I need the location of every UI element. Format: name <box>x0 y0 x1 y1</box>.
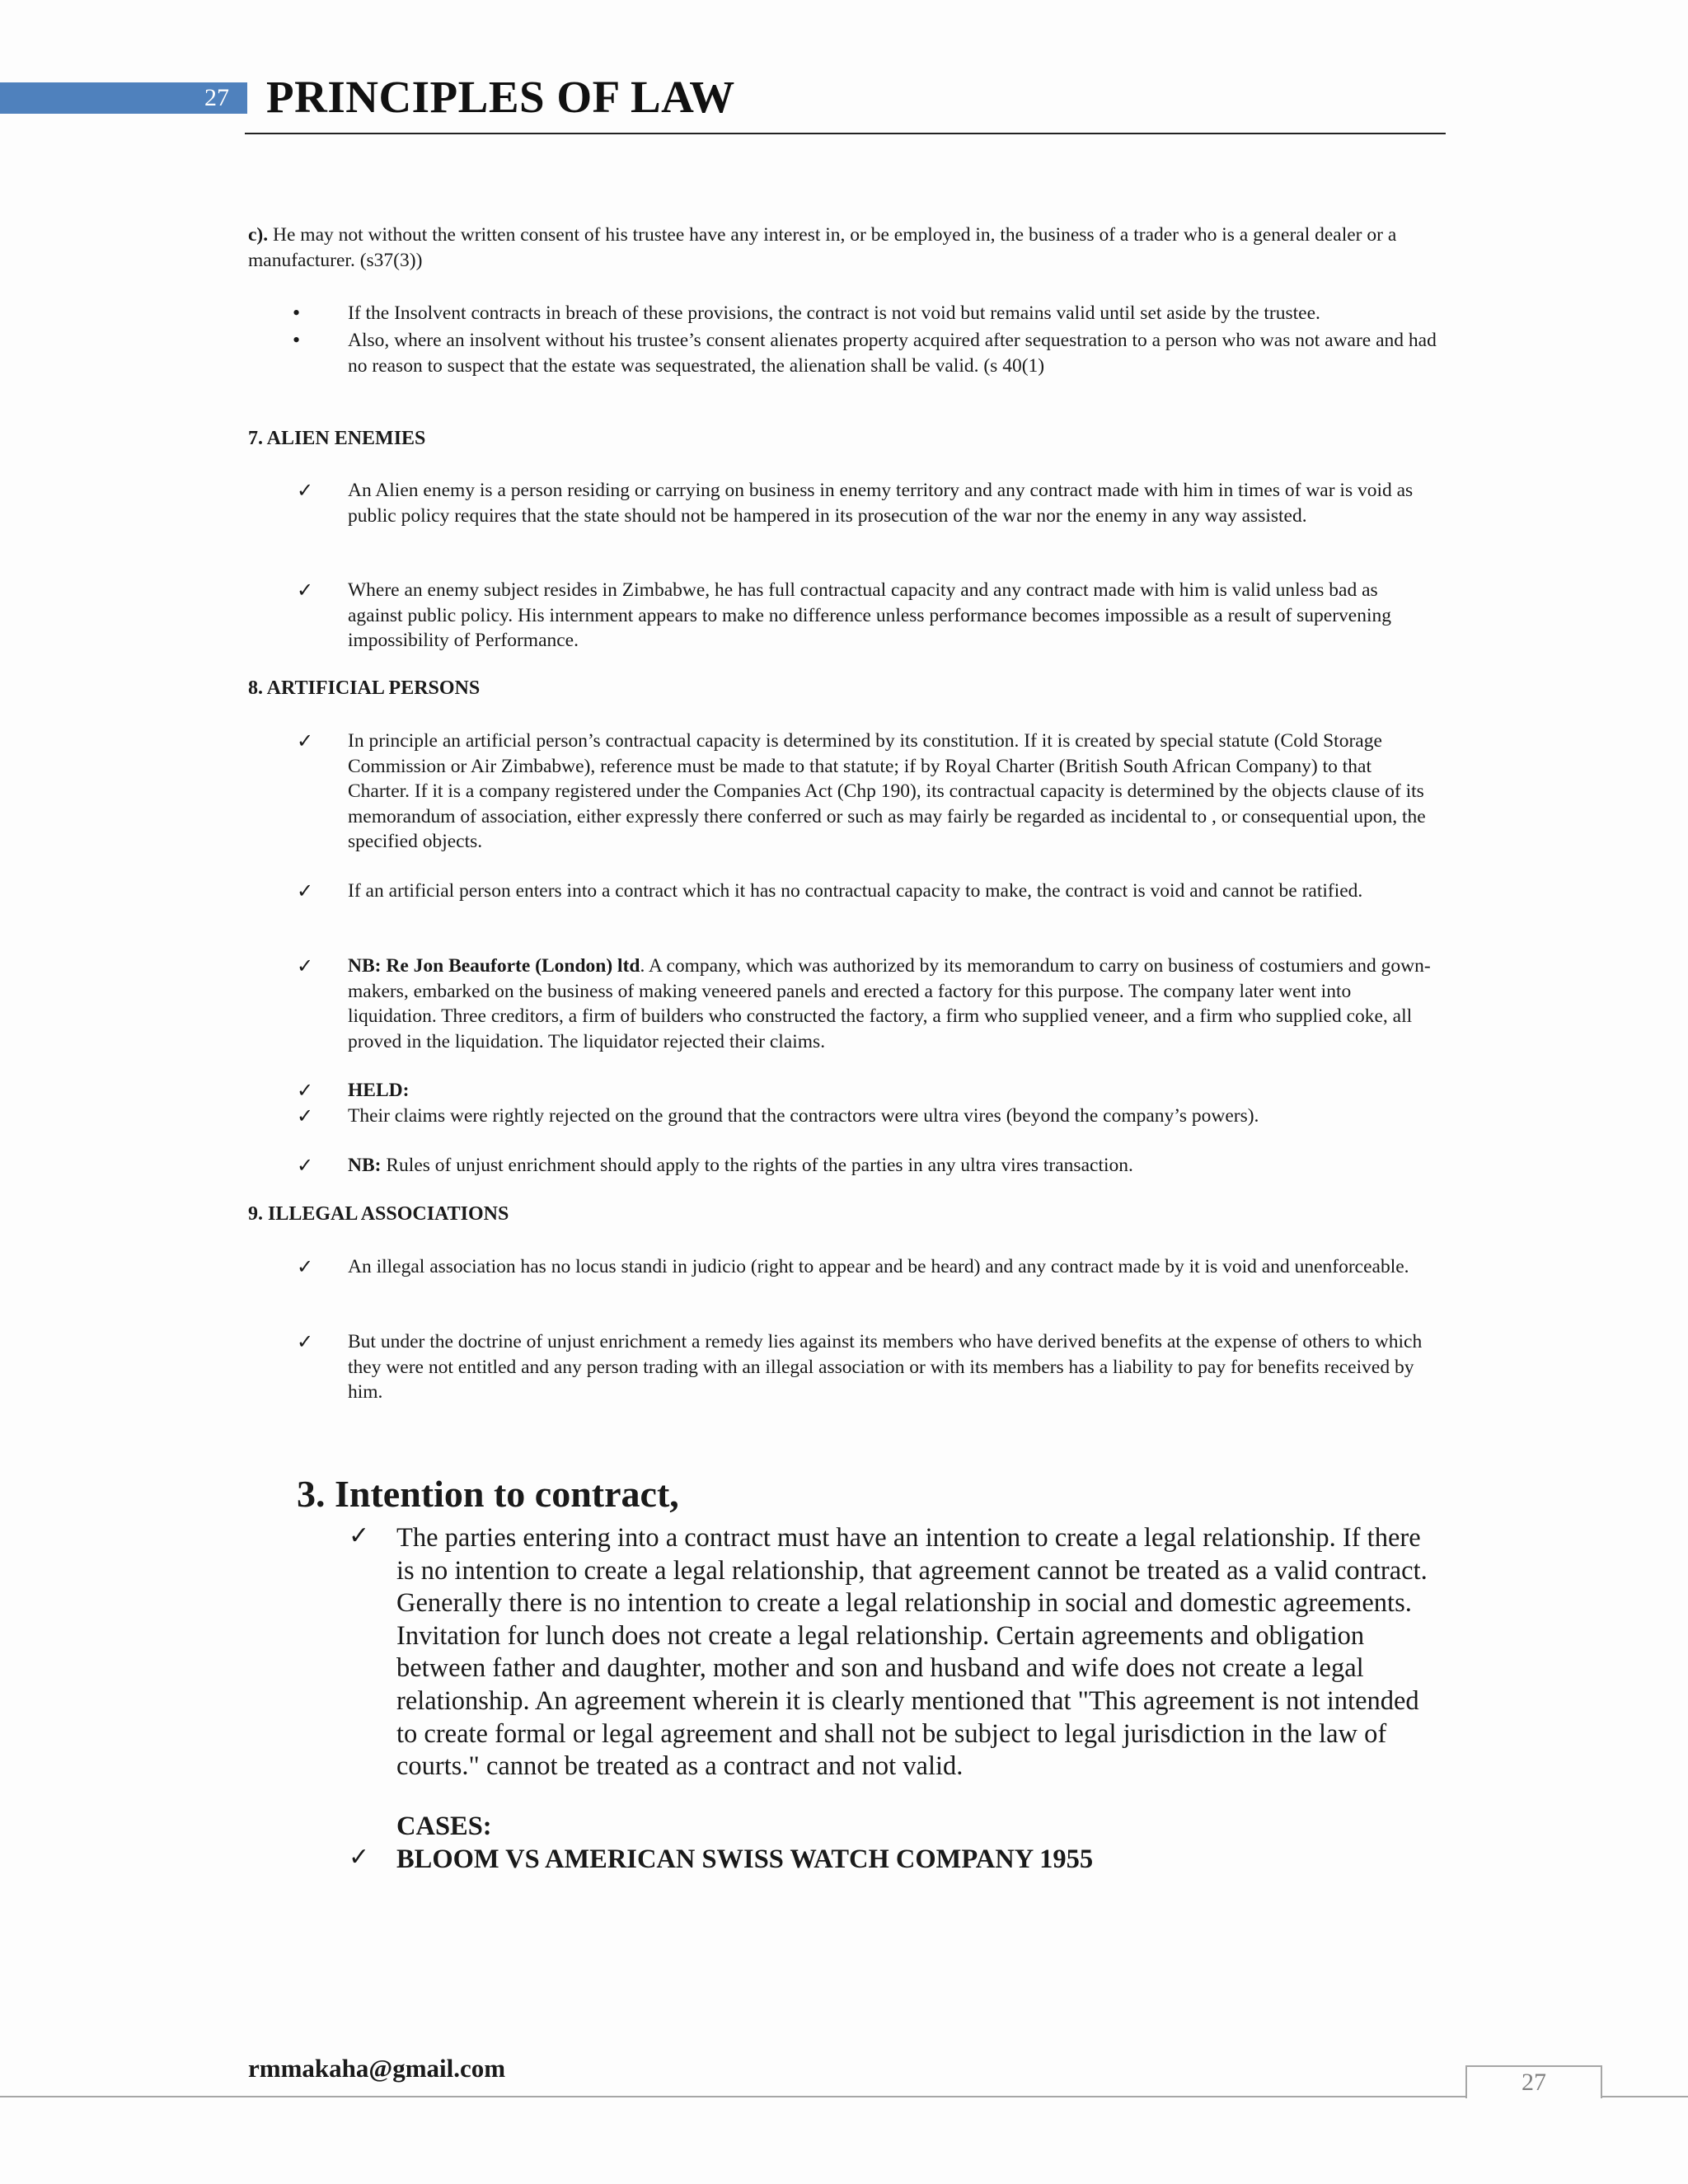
list-item-text: In principle an artificial person’s contractual capacity is determined by its constitution. If it is created by special statute (Cold Storage Commission or Air Zimbabwe), reference must be made to that statute; if by Royal Charter (British South African Company) to that Charter. If it is a company registered under the Companies Act (Chp 190), its contractual capacity is determined by the objects clause of its memorandum of association, either expressly there conferred or such as may fairly be regarded as incidental to , or consequential upon, the specified objects. <box>348 730 1426 852</box>
checkmark-icon: ✓ <box>297 579 314 602</box>
checkmark-icon: ✓ <box>297 479 314 502</box>
footer-divider <box>0 2096 1688 2097</box>
bullet-dot-icon: • <box>293 328 301 352</box>
checkmark-icon: ✓ <box>297 1104 314 1127</box>
held-text: Their claims were rightly rejected on the ground that the contractors were ultra vires (beyond the company’s powers). <box>348 1105 1259 1127</box>
list-item-text: An illegal association has no locus standi in judicio (right to appear and be heard) and any contract made by it is void and unenforceable. <box>348 1256 1409 1277</box>
list-item-text: Also, where an insolvent without his trustee’s consent alienates property acquired after sequestration to a person who was not aware and had no reason to suspect that the estate was sequestrated, the alienation shall be valid. (s 40(1) <box>348 330 1437 377</box>
checkmark-icon: ✓ <box>297 1154 314 1177</box>
checkmark-icon: ✓ <box>297 954 314 977</box>
document-title: PRINCIPLES OF LAW <box>266 72 735 122</box>
bullet-dot-icon: • <box>293 301 301 325</box>
header-page-number: 27 <box>204 84 229 111</box>
case-name: NB: Re Jon Beauforte (London) ltd <box>348 955 640 977</box>
list-item-text: If an artificial person enters into a contract which it has no contractual capacity to make, the contract is void and cannot be ratified. <box>348 880 1363 902</box>
footer-email: rmmakaha@gmail.com <box>248 2054 506 2083</box>
nb-label: NB: <box>348 1155 382 1176</box>
list-item-text: Where an enemy subject resides in Zimbabwe, he has full contractual capacity and any contract made with him is valid unless bad as against public policy. His internment appears to make no difference unless performance becomes impossible as a result of supervening impossibility of Performance. <box>348 579 1392 651</box>
checkmark-icon: ✓ <box>297 1330 314 1353</box>
page-number-bar <box>0 82 247 114</box>
checkmark-icon: ✓ <box>297 1255 314 1278</box>
intention-heading: 3. Intention to contract, <box>297 1473 679 1515</box>
list-item-text: But under the doctrine of unjust enrichment a remedy lies against its members who have derived benefits at the expense of others to which they were not entitled and any person trading with an illegal association or with its members has a liability to pay for benefits received by him. <box>348 1331 1423 1403</box>
intro-paragraph <box>248 223 1435 273</box>
held-label: HELD: <box>348 1080 410 1101</box>
intro-text: He may not without the written consent of his trustee have any interest in, or be employed in, the business of a trader who is a general dealer or a manufacturer. (s37(3)) <box>248 224 1397 271</box>
footer-page-number: 27 <box>1522 2069 1546 2096</box>
checkmark-icon: ✓ <box>349 1843 370 1872</box>
section-7-heading: 7. ALIEN ENEMIES <box>248 428 426 449</box>
case-title: BLOOM VS AMERICAN SWISS WATCH COMPANY 1955 <box>396 1844 1094 1874</box>
list-item-text <box>348 1153 1437 1179</box>
intention-paragraph: The parties entering into a contract must have an intention to create a legal relationship. If there is no intention to create a legal relationship, that agreement cannot be treated as a valid contract. Generally there is no intention to create a legal relationship in social and domestic agreements. Invitation for lunch does not create a legal relationship. Certain agreements and obligation between father and daughter, mother and son and husband and wife does not create a legal relationship. An agreement wherein it is clearly mentioned that "This agreement is not intended to create formal or legal agreement and shall not be subject to legal jurisdiction in the law of courts." cannot be treated as a contract and not valid. <box>396 1523 1428 1782</box>
section-8-heading: 8. ARTIFICIAL PERSONS <box>248 677 481 699</box>
list-item-text: If the Insolvent contracts in breach of these provisions, the contract is not void but remains valid until set aside by the trustee. <box>348 302 1320 324</box>
checkmark-icon: ✓ <box>297 729 314 752</box>
list-item-text: An Alien enemy is a person residing or carrying on business in enemy territory and any contract made with him in times of war is void as public policy requires that the state should not be hampered in its prosecution of the war nor the enemy in any way assisted. <box>348 480 1414 527</box>
intro-label: c). <box>248 224 269 246</box>
checkmark-icon: ✓ <box>349 1521 370 1550</box>
cases-label: CASES: <box>396 1811 492 1841</box>
case-summary: . A company, which was authorized by its memorandum to carry on business of costumiers and gown-makers, embarked on the business of making veneered panels and erected a factory for this purpose. The company later went into liquidation. Three creditors, a firm of builders who constructed the factory, a firm who supplied veneer, and a firm who supplied coke, all proved in the liquidation. The liquidator rejected their claims. <box>348 955 1431 1052</box>
list-item-text <box>348 954 1437 1054</box>
checkmark-icon: ✓ <box>297 1079 314 1102</box>
checkmark-icon: ✓ <box>297 879 314 902</box>
section-9-heading: 9. ILLEGAL ASSOCIATIONS <box>248 1203 509 1225</box>
nb-text: Rules of unjust enrichment should apply to the rights of the parties in any ultra vires transaction. <box>381 1155 1133 1176</box>
header-divider <box>245 133 1446 134</box>
